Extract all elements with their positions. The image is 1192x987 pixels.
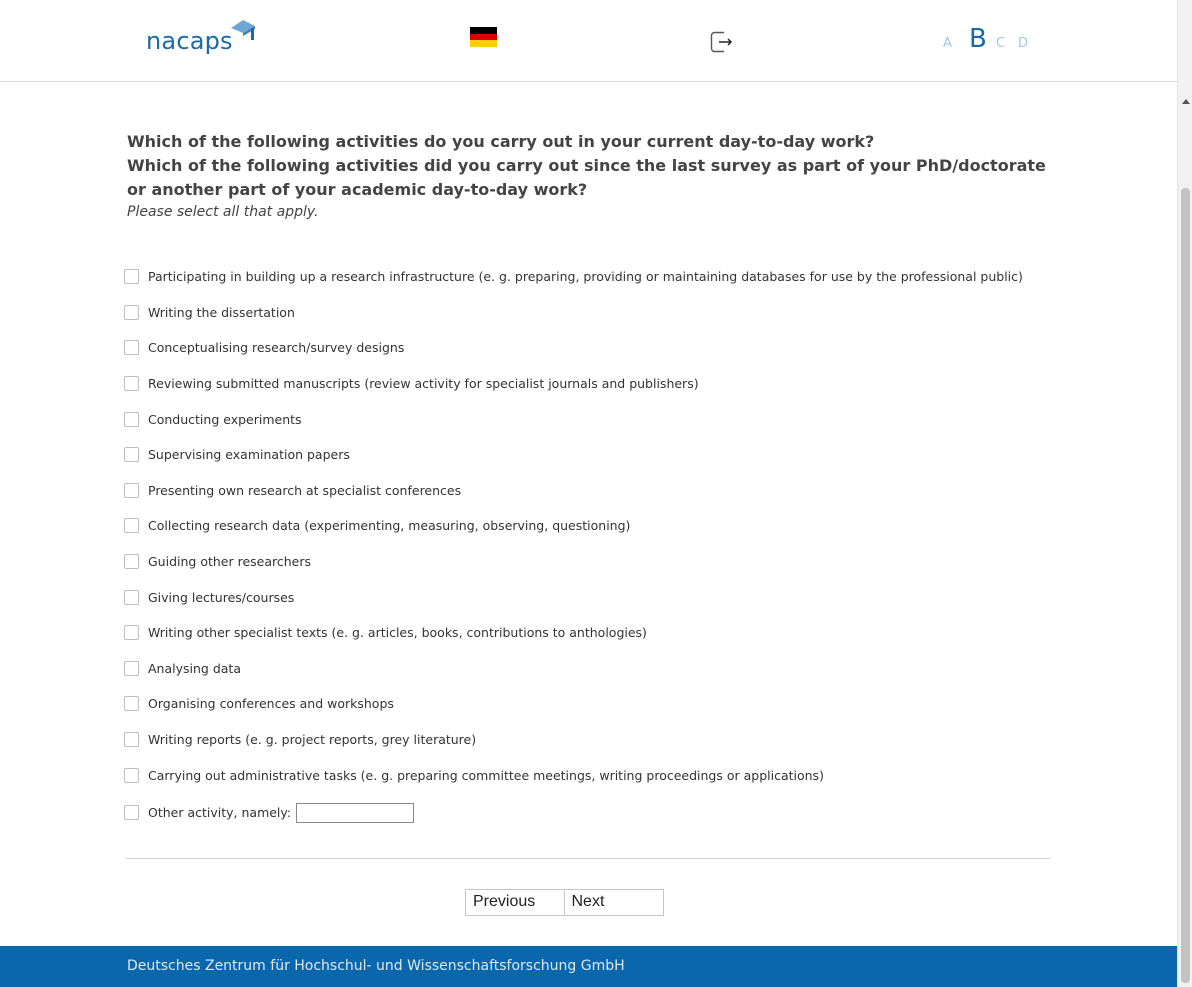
option-row[interactable] — [124, 508, 1124, 544]
option-label: Guiding other researchers — [148, 554, 312, 570]
option-checkbox[interactable] — [124, 590, 139, 605]
option-label: Writing the dissertation — [148, 304, 295, 320]
option-row[interactable] — [124, 259, 1124, 295]
option-checkbox[interactable] — [124, 269, 139, 284]
option-label: Reviewing submitted manuscripts (review activity for specialist journals and publishers) — [148, 376, 699, 392]
logo-text: nacaps — [146, 27, 233, 55]
option-row[interactable] — [124, 330, 1124, 366]
option-checkbox[interactable] — [124, 483, 139, 498]
option-row[interactable] — [124, 579, 1124, 615]
graduation-cap-icon — [229, 18, 257, 46]
scrollbar[interactable] — [1177, 0, 1192, 987]
option-checkbox[interactable] — [124, 661, 139, 676]
option-row[interactable] — [124, 437, 1124, 473]
option-checkbox[interactable] — [124, 768, 139, 783]
question-line-2: Which of the following activities did you carry out since the last survey as part of your PhD/doctorate or another part of your academic day-to-day work? — [127, 156, 1046, 199]
option-row[interactable] — [124, 473, 1124, 509]
scrollbar-thumb[interactable] — [1181, 188, 1190, 983]
option-checkbox[interactable] — [124, 625, 139, 640]
option-label: Giving lectures/courses — [148, 589, 295, 605]
option-label: Participating in building up a research infrastructure (e. g. preparing, providing or maintaining databases for use by the professional public) — [148, 269, 1023, 285]
option-label: Organising conferences and workshops — [148, 696, 394, 712]
question-line-1: Which of the following activities do you carry out in your current day-to-day work? — [127, 132, 875, 151]
scroll-up-arrow-icon[interactable] — [1178, 94, 1192, 108]
nacaps-logo[interactable] — [146, 18, 257, 60]
activity-options — [124, 259, 1124, 833]
font-size-d[interactable]: D — [1018, 36, 1029, 51]
option-row[interactable] — [124, 615, 1124, 651]
next-button[interactable]: Next — [565, 890, 664, 915]
footer — [0, 946, 1177, 987]
previous-button[interactable]: Previous — [466, 890, 565, 915]
option-row[interactable] — [124, 544, 1124, 580]
option-label: Writing reports (e. g. project reports, grey literature) — [148, 732, 477, 748]
option-checkbox[interactable] — [124, 305, 139, 320]
other-activity-input[interactable] — [296, 803, 414, 823]
option-label: Writing other specialist texts (e. g. articles, books, contributions to anthologies) — [148, 625, 647, 641]
option-row[interactable] — [124, 401, 1124, 437]
question-block — [127, 130, 1057, 222]
option-checkbox[interactable] — [124, 518, 139, 533]
font-size-a[interactable]: A — [943, 36, 952, 51]
option-row[interactable] — [124, 757, 1124, 793]
option-row-other — [124, 793, 1124, 833]
option-label: Conceptualising research/survey designs — [148, 340, 405, 356]
other-label: Other activity, namely: — [148, 805, 292, 821]
option-row[interactable] — [124, 722, 1124, 758]
option-label: Analysing data — [148, 660, 241, 676]
footer-text: Deutsches Zentrum für Hochschul- und Wissenschaftsforschung GmbH — [127, 958, 625, 974]
option-checkbox[interactable] — [124, 340, 139, 355]
option-label: Presenting own research at specialist conferences — [148, 482, 462, 498]
option-label: Collecting research data (experimenting, measuring, observing, questioning) — [148, 518, 631, 534]
font-size-b[interactable]: B — [969, 24, 987, 54]
option-checkbox[interactable] — [124, 412, 139, 427]
font-size-c[interactable]: C — [996, 36, 1006, 51]
option-checkbox[interactable] — [124, 732, 139, 747]
option-label: Supervising examination papers — [148, 447, 350, 463]
option-checkbox[interactable] — [124, 447, 139, 462]
divider — [126, 858, 1050, 859]
option-row[interactable] — [124, 295, 1124, 331]
question-hint: Please select all that apply. — [127, 204, 319, 220]
navigation-buttons — [465, 889, 664, 916]
option-row[interactable] — [124, 651, 1124, 687]
option-label: Carrying out administrative tasks (e. g. preparing committee meetings, writing proceedings or applications) — [148, 767, 824, 783]
header — [0, 0, 1177, 82]
option-row[interactable] — [124, 366, 1124, 402]
german-flag-icon[interactable] — [470, 27, 497, 47]
other-checkbox[interactable] — [124, 805, 139, 820]
option-checkbox[interactable] — [124, 376, 139, 391]
font-size-selector — [943, 24, 1028, 54]
option-checkbox[interactable] — [124, 554, 139, 569]
option-checkbox[interactable] — [124, 696, 139, 711]
logout-icon[interactable] — [710, 31, 734, 53]
option-row[interactable] — [124, 686, 1124, 722]
option-label: Conducting experiments — [148, 411, 302, 427]
